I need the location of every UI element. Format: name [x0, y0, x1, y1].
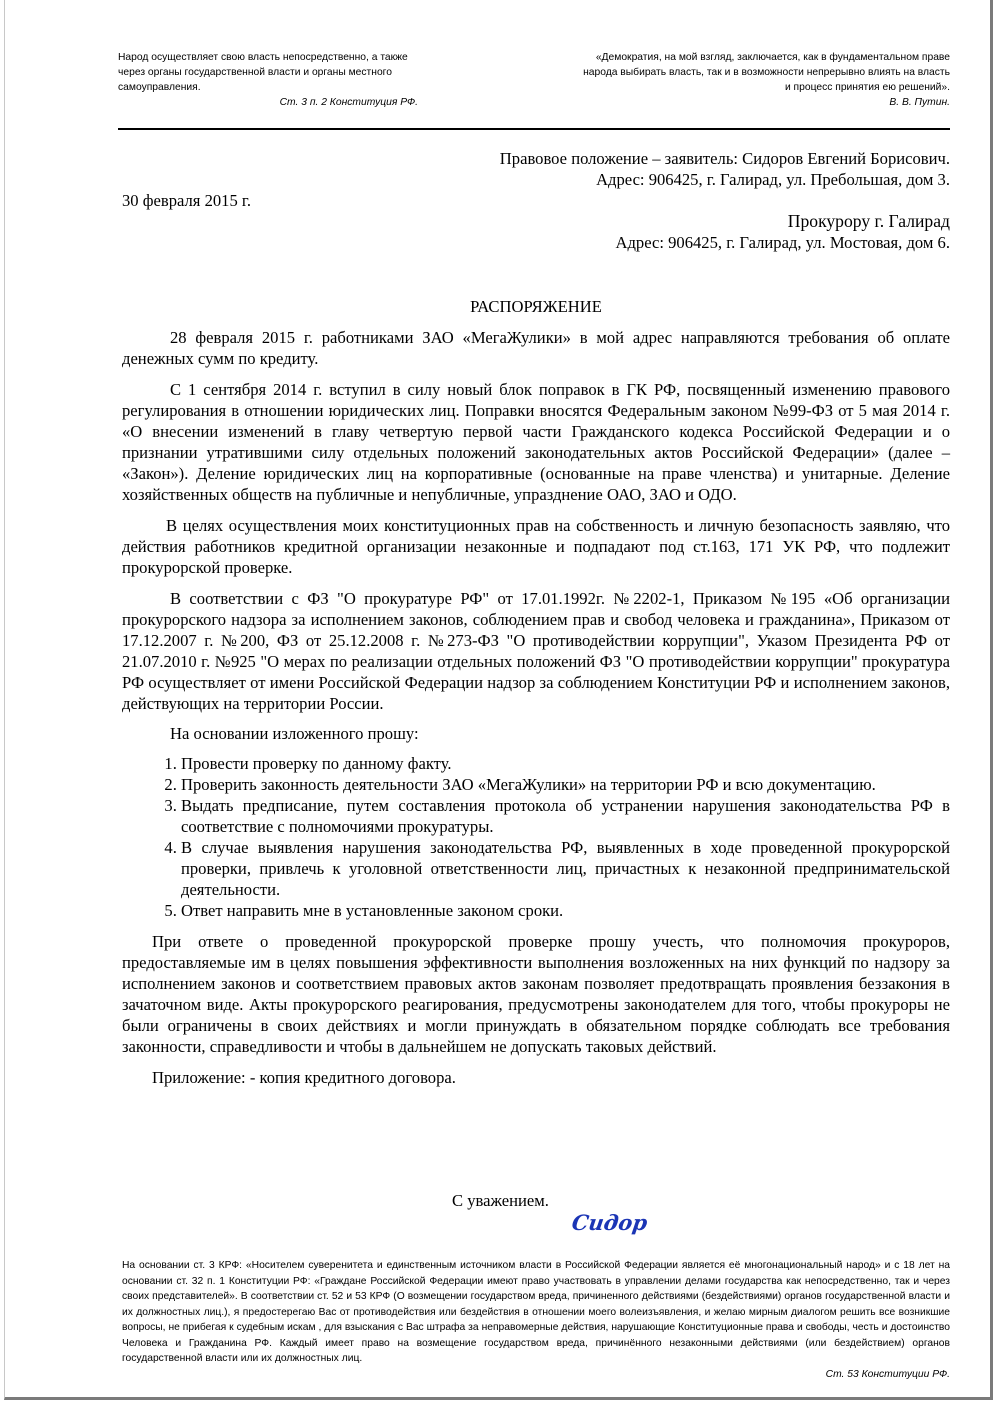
recipient-name: Прокурору г. Галирад: [787, 211, 950, 231]
paragraph-claim: 28 февраля 2015 г. работниками ЗАО «МегаЖулики» в мой адрес направляются требования об оплате денежных сумм по кредиту.: [122, 328, 950, 368]
paragraph-rights: В целях осуществления моих конституционных прав на собственность и личную безопасность заявляю, что действия работников кредитной организации незаконные и подпадают под ст.163, 171 УК РФ, что подлежит прокурорской проверке.: [122, 516, 950, 577]
epigraph-right: [580, 50, 950, 110]
request-intro: На основании изложенного прошу:: [170, 724, 419, 743]
applicant-name: Правовое положение – заявитель: Сидоров Евгений Борисович.: [499, 149, 950, 168]
request-item: 4. В случае выявления нарушения законодательства РФ, выявленных в ходе проведенной прокурорской проверки, привлечь к уголовной ответственности лиц, причастных к незаконной предпринимательской деятельности.: [181, 837, 950, 900]
epigraph-left-citation: Ст. 3 п. 2 Конституция РФ.: [279, 97, 418, 108]
request-item: 3. Выдать предписание, путем составления протокола об устранении нарушения законодательства РФ в соответствие с полномочиями прокуратуры.: [181, 795, 950, 837]
request-item: 1. Провести проверку по данному факту.: [181, 753, 950, 774]
attachment-note: Приложение: - копия кредитного договора.: [152, 1068, 456, 1087]
epigraph-left: [118, 50, 418, 110]
epigraph-right-citation: В. В. Путин.: [889, 97, 950, 108]
request-list: [122, 753, 950, 921]
footer-citation: Ст. 53 Конституции РФ.: [825, 1368, 950, 1380]
request-item: 2. Проверить законность деятельности ЗАО «МегаЖулики» на территории РФ и всю документацию.: [181, 774, 950, 795]
paragraph-law-changes: С 1 сентября 2014 г. вступил в силу новый блок поправок в ГК РФ, посвященный изменению правового регулирования в отношении юридических лиц. Поправки вносятся Федеральным законом №99-ФЗ от 5 мая 2014 г. «О внесении изменений в главу четвертую первой части Гражданского кодекса Российской Федерации и о признании утратившими силу отдельных положений законодательных актов Российской Федерации» (далее – «Закон»). Деление юридических лиц на корпоративные (основанные на праве членства) и унитарные. Деление хозяйственных обществ на публичные и непубличные, упразднение ОАО, ЗАО и ОДО.: [122, 380, 950, 504]
applicant-address: Адрес: 906425, г. Галирад, ул. Пребольшая, дом 3.: [596, 170, 950, 189]
recipient-block: [122, 211, 950, 253]
document-title: РАСПОРЯЖЕНИЕ: [470, 297, 602, 316]
epigraph-left-text: Народ осуществляет свою власть непосредственно, а также через органы государственной власти и органы местного самоуправления.: [118, 52, 408, 93]
header-divider: [118, 128, 950, 130]
applicant-block: [122, 148, 950, 190]
paragraph-prosecutor-powers: При ответе о проведенной прокурорской проверке прошу учесть, что полномочия прокуроров, предоставляемые им в целях повышения эффективности выполнения возложенных на них функций по надзору за исполнением законов и соответствием правовых актов законам позволяет предотвращать проявления беззакония в зачаточном виде. Акты прокурорского реагирования, предусмотрены законодателем для того, чтобы прокуроры не были ограничены в своих действиях и могли принуждать в обязательном порядке соблюдать все требования законности, справедливости и чтобы в дальнейшем не допускать таковых действий.: [122, 932, 950, 1056]
paragraph-legal-basis: В соответствии с ФЗ "О прокуратуре РФ" от 17.01.1992г. №2202-1, Приказом №195 «Об организации прокурорского надзора за исполнением законов, соблюдением прав и свобод человека и гражданина», Приказом от 17.12.2007 г. №200, ФЗ от 25.12.2008 г. №273-ФЗ "О противодействии коррупции", Указом Президента РФ от 21.07.2010 г. №925 "О мерах по реализации отдельных положений ФЗ "О противодействии коррупции" прокуратура РФ осуществляет от имени Российской Федерации надзор за соблюдением Конституции РФ и исполнением законов, действующих на территории России.: [122, 589, 950, 713]
signature: Сидор: [570, 1210, 650, 1235]
document-body: [122, 327, 950, 1098]
recipient-address: Адрес: 906425, г. Галирад, ул. Мостовая, дом 6.: [615, 233, 950, 252]
footer-text: На основании ст. 3 КРФ: «Носителем суверенитета и единственным источником власти в Российской Федерации является её многонациональный народ» и с 18 лет на основании ст. 32 п. 1 Конституции РФ: «Граждане Российской Федерации имеют право участвовать в управлении делами государства как непосредственно, так и через своих представителей». В соответствии ст. 52 и 53 КРФ (О возмещении государством вреда, причиненного действиями (бездействиями) органов государственной власти и их должностных лиц.), я предостерегаю Вас от противодействия или бездействия в отношении моего волеизъявления, и желаю мирным диалогом решить все возникшие вопросы, не прибегая к судебным искам , для взыскания с Вас штрафа за неправомерные действия, нарушающие Конституционные права и свободы, честь и достоинство Человека и Гражданина РФ. Каждый имеет право на возмещение государством вреда, причинённого незаконными действиями (или бездействием) органов государственной власти или их должностных лиц.: [122, 1260, 950, 1364]
closing-regards: С уважением.: [452, 1191, 549, 1210]
document-date: 30 февраля 2015 г.: [122, 191, 251, 210]
epigraph-right-text: «Демократия, на мой взгляд, заключается, как в фундаментальном праве народа выбирать власть, так и в возможности непрерывно влиять на власть и процесс принятия ею решений».: [583, 52, 950, 93]
request-item: 5. Ответ направить мне в установленные законом сроки.: [181, 900, 950, 921]
footer-legal-note: [122, 1258, 950, 1382]
